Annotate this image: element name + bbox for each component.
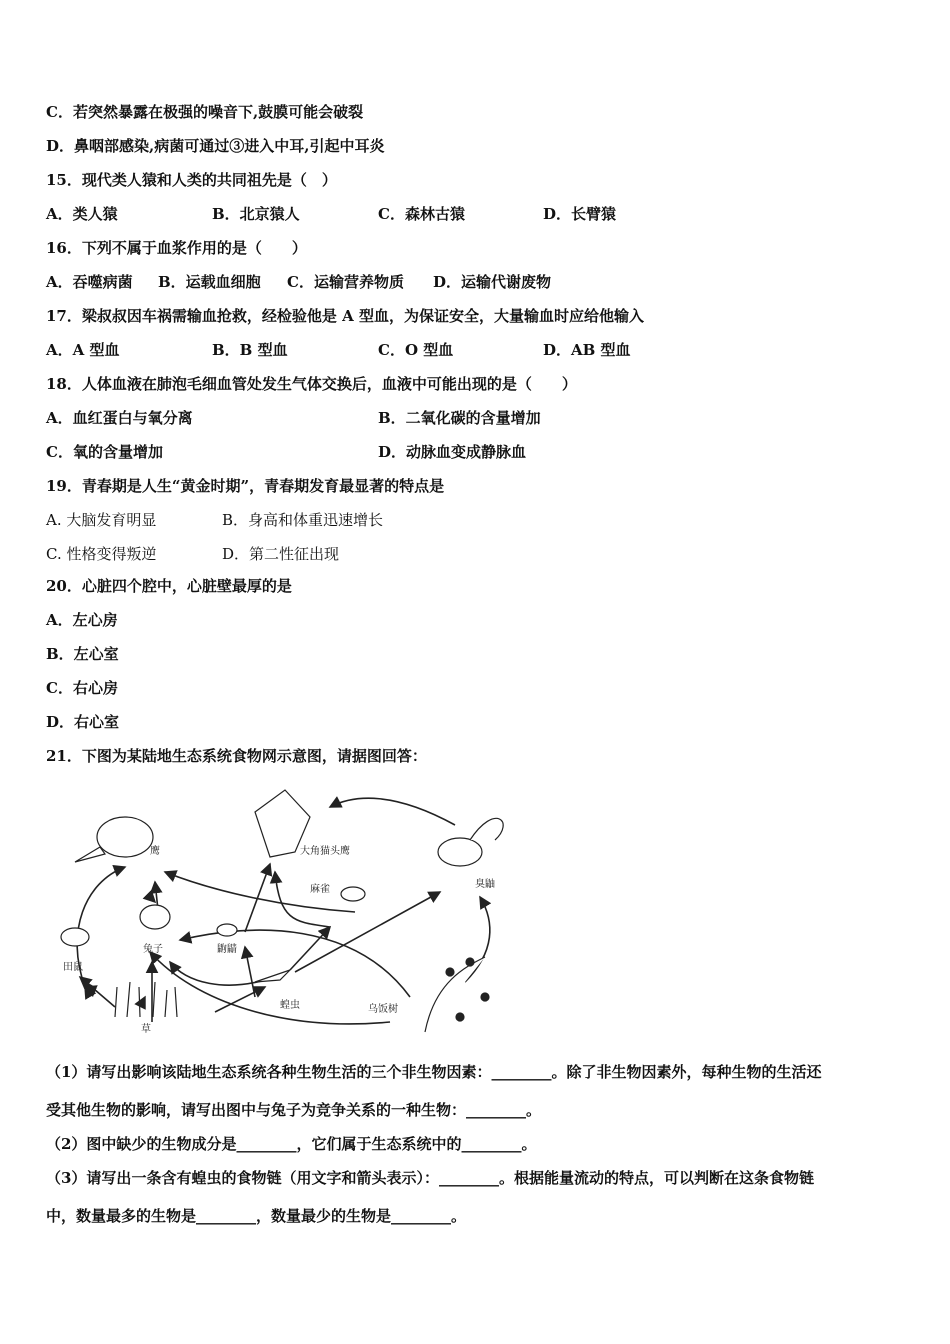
q17-option-d: D．AB 型血 bbox=[543, 341, 631, 359]
q18-option-b: B．二氧化碳的含量增加 bbox=[378, 409, 541, 427]
q19-stem: 19．青春期是人生“黄金时期”，青春期发育最显著的特点是 bbox=[46, 477, 445, 495]
hawk-drawing bbox=[97, 817, 153, 857]
q15-stem: 15．现代类人猿和人类的共同祖先是（ ） bbox=[46, 171, 337, 189]
hawk-tail bbox=[75, 847, 105, 862]
organism-drawings bbox=[61, 790, 503, 1032]
q15-option-d: D．长臂猿 bbox=[543, 205, 617, 223]
q17-option-b: B．B 型血 bbox=[212, 341, 288, 359]
q17-option-a: A．A 型血 bbox=[46, 341, 120, 359]
q19-option-a: A. 大脑发育明显 bbox=[46, 511, 157, 529]
q16-option-d: D．运输代谢废物 bbox=[433, 273, 552, 291]
sparrow-drawing bbox=[341, 887, 365, 901]
q20-option-b: B．左心室 bbox=[46, 645, 119, 663]
q15-option-c: C．森林古猿 bbox=[378, 205, 465, 223]
grass-drawing bbox=[115, 982, 177, 1017]
q16-option-b: B．运载血细胞 bbox=[158, 273, 261, 291]
label-locust: 蝗虫 bbox=[280, 1000, 300, 1011]
q18-option-d: D．动脉血变成静脉血 bbox=[378, 443, 527, 461]
q15-option-a: A．类人猿 bbox=[46, 205, 118, 223]
label-vole: 田鼠 bbox=[63, 962, 83, 973]
mole-drawing bbox=[217, 924, 237, 936]
tree-branch bbox=[425, 957, 485, 1032]
q20-stem: 20．心脏四个腔中，心脏壁最厚的是 bbox=[46, 577, 292, 595]
food-web-figure bbox=[55, 782, 515, 1047]
label-owl: 大角猫头鹰 bbox=[300, 846, 350, 857]
q20-option-d: D．右心室 bbox=[46, 713, 120, 731]
q14-option-c: C．若突然暴露在极强的噪音下,鼓膜可能会破裂 bbox=[46, 103, 364, 121]
label-sparrow: 麻雀 bbox=[310, 884, 330, 895]
q21-part1-line1: （1）请写出影响该陆地生态系统各种生物生活的三个非生物因素：________。除了非生物因素外，每种生物的生活还 bbox=[46, 1063, 822, 1081]
q21-part2: （2）图中缺少的生物成分是________，它们属于生态系统中的________。 bbox=[46, 1135, 537, 1153]
q18-option-c: C．氧的含量增加 bbox=[46, 443, 163, 461]
locust-drawing bbox=[255, 970, 290, 982]
q20-option-c: C．右心房 bbox=[46, 679, 118, 697]
rabbit-drawing bbox=[140, 905, 170, 929]
q18-option-a: A．血红蛋白与氧分离 bbox=[46, 409, 193, 427]
label-mole: 鼩鼱 bbox=[217, 944, 237, 955]
q19-option-b: B．身高和体重迅速增长 bbox=[222, 511, 384, 529]
q21-part3-line1: （3）请写出一条含有蝗虫的食物链（用文字和箭头表示）：________。根据能量流动的特点，可以判断在这条食物链 bbox=[46, 1169, 814, 1187]
q20-option-a: A．左心房 bbox=[46, 611, 118, 629]
q18-stem: 18．人体血液在肺泡毛细血管处发生气体交换后，血液中可能出现的是（ ） bbox=[46, 375, 577, 393]
q16-option-a: A．吞噬病菌 bbox=[46, 273, 133, 291]
q21-part3-line2: 中，数量最多的生物是________，数量最少的生物是________。 bbox=[46, 1207, 467, 1225]
q15-option-b: B．北京猿人 bbox=[212, 205, 300, 223]
q19-option-d: D．第二性征出现 bbox=[222, 545, 340, 563]
q16-stem: 16．下列不属于血浆作用的是（ ） bbox=[46, 239, 307, 257]
label-tree: 乌饭树 bbox=[368, 1004, 398, 1015]
q19-option-c: C. 性格变得叛逆 bbox=[46, 545, 157, 563]
q21-stem: 21．下图为某陆地生态系统食物网示意图，请据图回答： bbox=[46, 747, 427, 765]
skunk-tail bbox=[470, 818, 503, 840]
q17-stem: 17．梁叔叔因车祸需输血抢救，经检验他是 A 型血，为保证安全，大量输血时应给他输入 bbox=[46, 307, 644, 325]
label-hawk: 鹰 bbox=[150, 846, 160, 857]
label-skunk: 臭鼬 bbox=[475, 879, 495, 890]
vole-drawing bbox=[61, 928, 89, 946]
q21-part1-line2: 受其他生物的影响，请写出图中与兔子为竞争关系的一种生物：________。 bbox=[46, 1101, 542, 1119]
label-grass: 草 bbox=[141, 1024, 151, 1035]
label-rabbit: 兔子 bbox=[143, 944, 163, 955]
skunk-drawing bbox=[438, 838, 482, 866]
q17-option-c: C．O 型血 bbox=[378, 341, 454, 359]
q16-option-c: C．运输营养物质 bbox=[287, 273, 404, 291]
q14-option-d: D．鼻咽部感染,病菌可通过③进入中耳,引起中耳炎 bbox=[46, 137, 385, 155]
